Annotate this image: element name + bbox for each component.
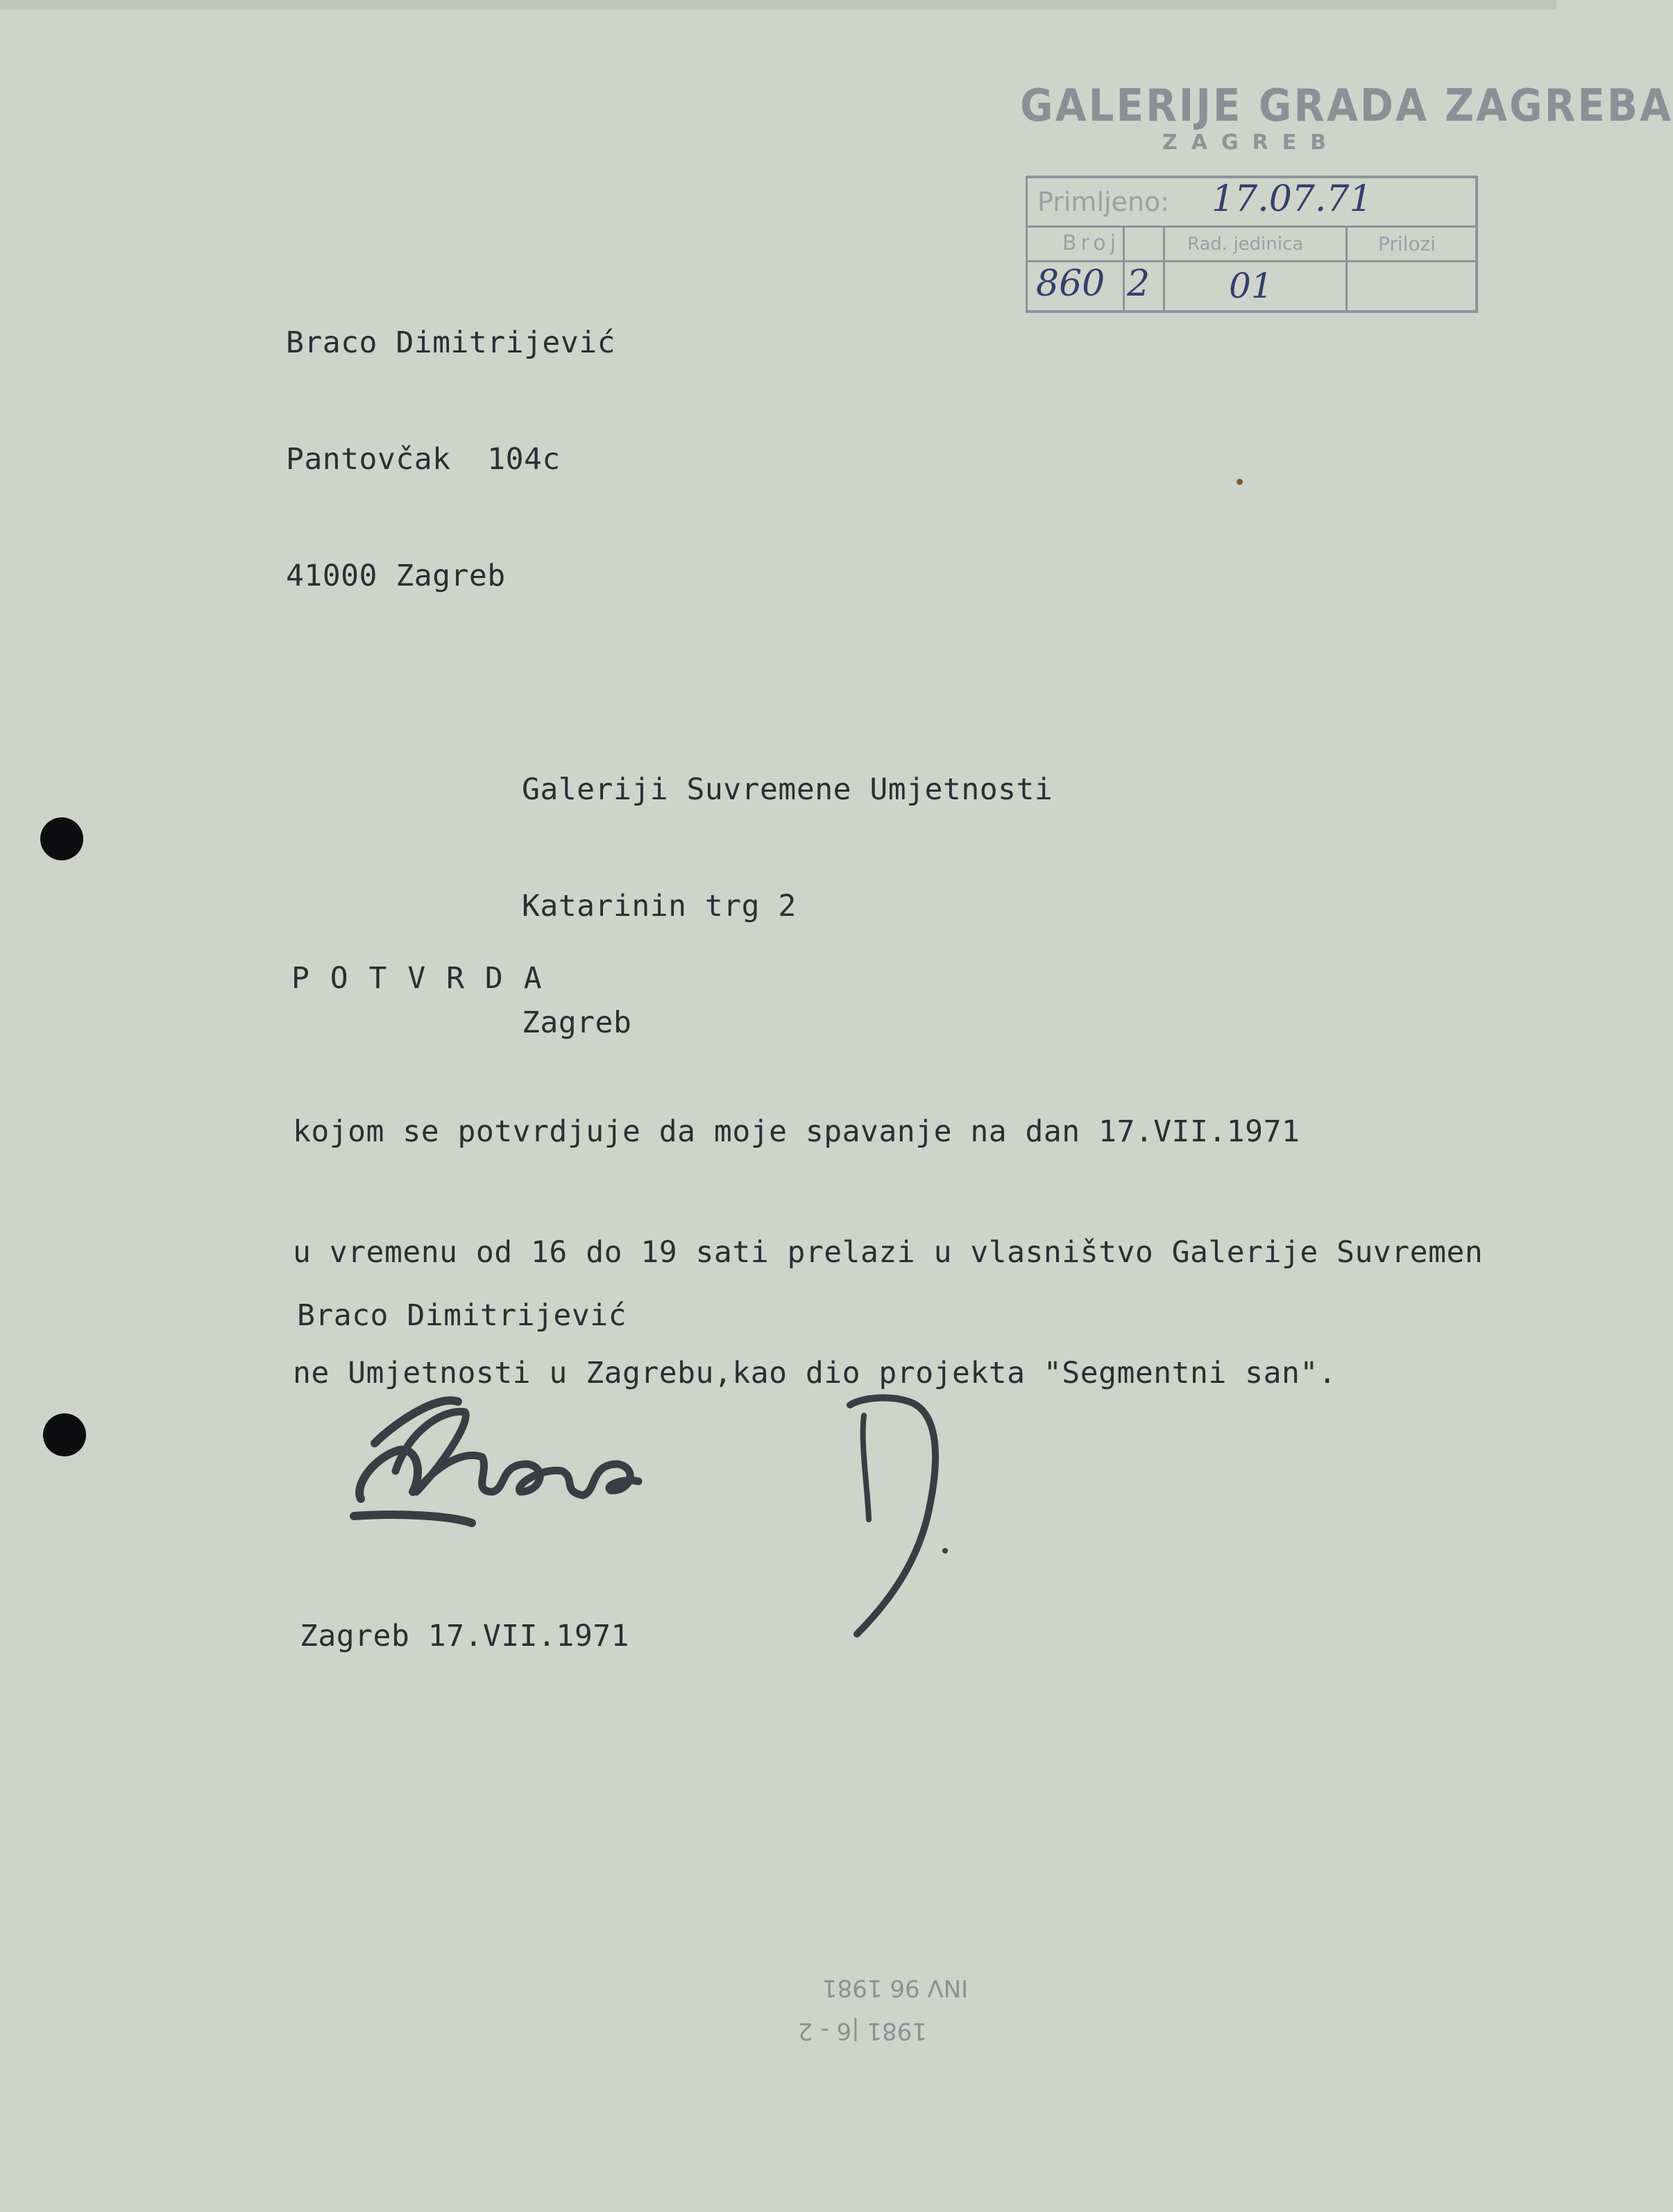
stamp-divider — [1345, 226, 1348, 313]
stamp-divider — [1123, 226, 1125, 313]
sender-line: Braco Dimitrijević — [286, 325, 615, 360]
stamp-unit-label: Rad. jedinica — [1187, 234, 1304, 255]
stamp-number-sub: 2 — [1127, 263, 1150, 305]
sender-line: 41000 Zagreb — [286, 559, 506, 593]
stamp-received-label: Primljeno: — [1037, 187, 1170, 217]
recipient-line: Zagreb — [522, 1005, 632, 1040]
stamp-institution: GALERIJE GRADA ZAGREBA — [1020, 79, 1673, 132]
body-line: u vremenu od 16 do 19 sati prelazi u vlasništvo Galerije Suvremen — [293, 1235, 1484, 1270]
punch-hole — [40, 817, 83, 860]
paper-edge — [0, 0, 1556, 10]
recipient-line: Galeriji Suvremene Umjetnosti — [522, 772, 1053, 807]
body-line: ne Umjetnosti u Zagrebu,kao dio projekta "Segmentni san". — [293, 1356, 1337, 1390]
sender-address — [286, 246, 615, 673]
recipient-line: Katarinin trg 2 — [522, 889, 797, 924]
document-heading: P O T V R D A — [291, 961, 543, 996]
paper-speck — [1237, 479, 1243, 485]
pencil-note: 1981 |6 - 2 — [798, 2017, 927, 2045]
pencil-note: INV 96 1981 — [822, 1974, 969, 2002]
signatory-name: Braco Dimitrijević — [297, 1298, 627, 1333]
place-date: Zagreb 17.VII.1971 — [300, 1619, 629, 1653]
stamp-divider — [1163, 226, 1165, 313]
stamp-unit-value: 01 — [1229, 266, 1273, 306]
sender-line: Pantovčak 104c — [286, 442, 561, 477]
stamp-attachments-label: Prilozi — [1378, 232, 1436, 255]
receipt-stamp — [1026, 176, 1478, 313]
stamp-number-value: 860 — [1036, 263, 1105, 305]
body-line: kojom se potvrdjuje da moje spavanje na dan 17.VII.1971 — [293, 1114, 1300, 1149]
stamp-received-date: 17.07.71 — [1212, 178, 1373, 220]
punch-hole — [43, 1413, 86, 1456]
stamp-city: ZAGREB — [1162, 130, 1341, 155]
stamp-number-label: Broj — [1062, 231, 1120, 255]
